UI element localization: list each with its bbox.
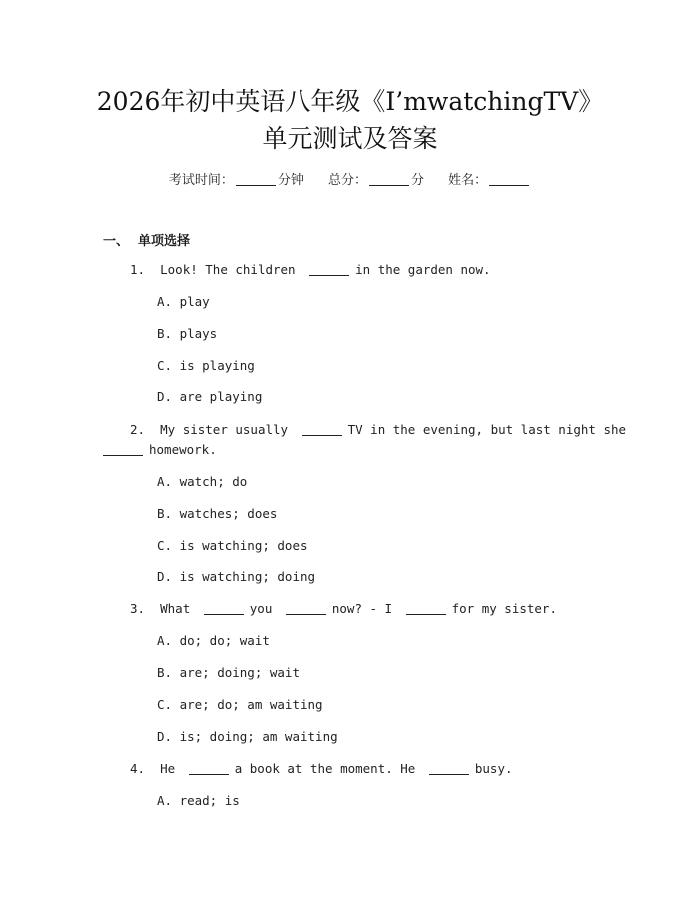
answer-blank (189, 762, 229, 775)
question-text: Look! The children (160, 262, 296, 277)
exam-info-row (0, 169, 700, 188)
answer-blank (429, 762, 469, 775)
section-title: 单项选择 (138, 234, 191, 249)
question-number: 3. (130, 601, 146, 616)
answer-blank (406, 602, 446, 615)
option-1d: D. are playing (157, 389, 263, 404)
exam-time-field (169, 173, 304, 188)
answer-blank (286, 602, 326, 615)
question-number: 2. (130, 422, 146, 437)
question-2 (130, 422, 626, 437)
question-3 (130, 601, 557, 616)
section-heading (103, 230, 190, 249)
total-score-label: 总分： (327, 173, 367, 188)
option-3c: C. are; do; am waiting (157, 697, 323, 712)
answer-blank (204, 602, 244, 615)
option-3a: A. do; do; wait (157, 633, 270, 648)
question-text: for my sister. (451, 601, 557, 616)
exam-time-unit: 分钟 (277, 173, 304, 188)
option-2b: B. watches; does (157, 506, 278, 521)
option-1b: B. plays (157, 326, 218, 341)
question-2-continued (103, 442, 217, 457)
title-line-2: 单元测试及答案 (262, 124, 438, 153)
question-4 (130, 761, 513, 776)
name-blank (489, 173, 529, 186)
answer-blank (309, 263, 349, 276)
question-1 (130, 262, 491, 277)
question-text: a book at the moment. He (234, 761, 416, 776)
question-text: He (160, 761, 176, 776)
question-text: TV in the evening, but last night she (347, 422, 627, 437)
question-number: 1. (130, 262, 146, 277)
exam-time-label: 考试时间： (168, 173, 234, 188)
option-2d: D. is watching; doing (157, 569, 316, 584)
option-1c: C. is playing (157, 358, 255, 373)
total-score-field (328, 173, 424, 188)
option-1a: A. play (157, 294, 210, 309)
title-line-1: 2026年初中英语八年级《I’mwatchingTV》 (96, 87, 604, 116)
option-2c: C. is watching; does (157, 538, 308, 553)
total-score-blank (369, 173, 409, 186)
total-score-unit: 分 (411, 173, 425, 188)
section-number: 一、 (103, 234, 130, 249)
question-number: 4. (130, 761, 146, 776)
option-3d: D. is; doing; am waiting (157, 729, 338, 744)
option-2a: A. watch; do (157, 474, 248, 489)
question-text: busy. (474, 761, 513, 776)
question-text: in the garden now. (355, 262, 491, 277)
question-text: now? - I (331, 601, 393, 616)
option-4a: A. read; is (157, 793, 240, 808)
question-text: you (249, 601, 273, 616)
answer-blank (302, 423, 342, 436)
name-field (448, 173, 531, 188)
question-text: homework. (149, 442, 217, 457)
name-label: 姓名： (448, 173, 488, 188)
question-text: My sister usually (160, 422, 289, 437)
option-3b: B. are; doing; wait (157, 665, 300, 680)
answer-blank (103, 443, 143, 456)
exam-time-blank (236, 173, 276, 186)
question-text: What (160, 601, 191, 616)
